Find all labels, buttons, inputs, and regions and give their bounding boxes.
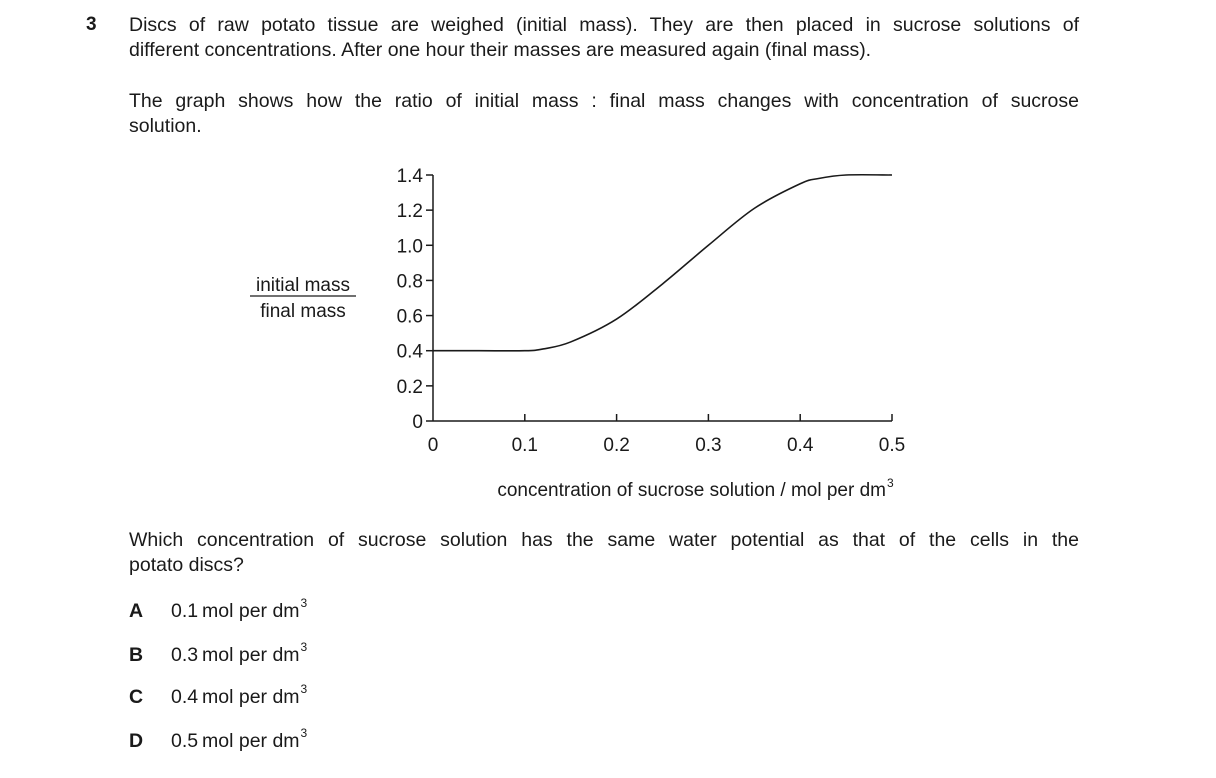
x-tick-label: 0.4 xyxy=(786,435,814,456)
question-number: 3 xyxy=(86,14,97,35)
x-tick-label: 0.5 xyxy=(878,435,906,456)
option-letter: C xyxy=(129,686,144,708)
prompt-line-2: potato discs? xyxy=(129,554,244,576)
graph-desc-line-2: solution. xyxy=(129,115,202,137)
question-prompt xyxy=(129,528,1079,578)
prompt-line-1: Which concentration of sucrose solution has the same water potential as that of the cells in the xyxy=(129,529,1079,551)
x-axis-label-superscript: 3 xyxy=(887,476,894,490)
graph-desc-line-1: The graph shows how the ratio of initial mass : final mass changes with concentration of sucrose xyxy=(129,90,1079,112)
option-letter: A xyxy=(129,600,144,622)
y-tick-label: 0.2 xyxy=(396,376,423,398)
x-tick-label: 0 xyxy=(427,435,439,456)
option-letter: D xyxy=(129,730,144,752)
intro-line-1: Discs of raw potato tissue are weighed (initial mass). They are then placed in sucrose solutions of xyxy=(129,14,1079,36)
y-tick-label: 0 xyxy=(412,412,423,433)
y-tick-label: 1.2 xyxy=(396,201,423,223)
option-letter: B xyxy=(129,644,144,666)
option-text: 0.3 mol per $dm^3$ xyxy=(171,640,308,666)
y-label-denominator: final mass xyxy=(260,301,346,322)
ratio-curve xyxy=(433,175,892,351)
x-tick-label: 0.2 xyxy=(603,435,630,456)
y-axis-ticks xyxy=(397,166,433,433)
y-tick-label: 0.8 xyxy=(396,271,423,293)
x-tick-label: 0.1 xyxy=(511,435,539,456)
y-tick-label: 1.4 xyxy=(396,166,423,187)
y-tick-label: 0.4 xyxy=(396,341,423,363)
option-text: 0.4 mol per $dm^3$ xyxy=(171,682,308,708)
x-axis-label: concentration of sucrose solution / mol per dm xyxy=(497,480,886,501)
chart-axes xyxy=(433,175,892,421)
option-text: 0.1 mol per $dm^3$ xyxy=(171,596,308,622)
y-tick-label: 1.0 xyxy=(396,236,423,258)
y-label-numerator: initial mass xyxy=(256,275,350,296)
intro-line-2: different concentrations. After one hour their masses are measured again (final mass). xyxy=(129,39,872,61)
y-tick-label: 0.6 xyxy=(396,306,423,328)
option-text: 0.5 mol per $dm^3$ xyxy=(171,726,308,752)
x-tick-label: 0.3 xyxy=(695,435,722,456)
